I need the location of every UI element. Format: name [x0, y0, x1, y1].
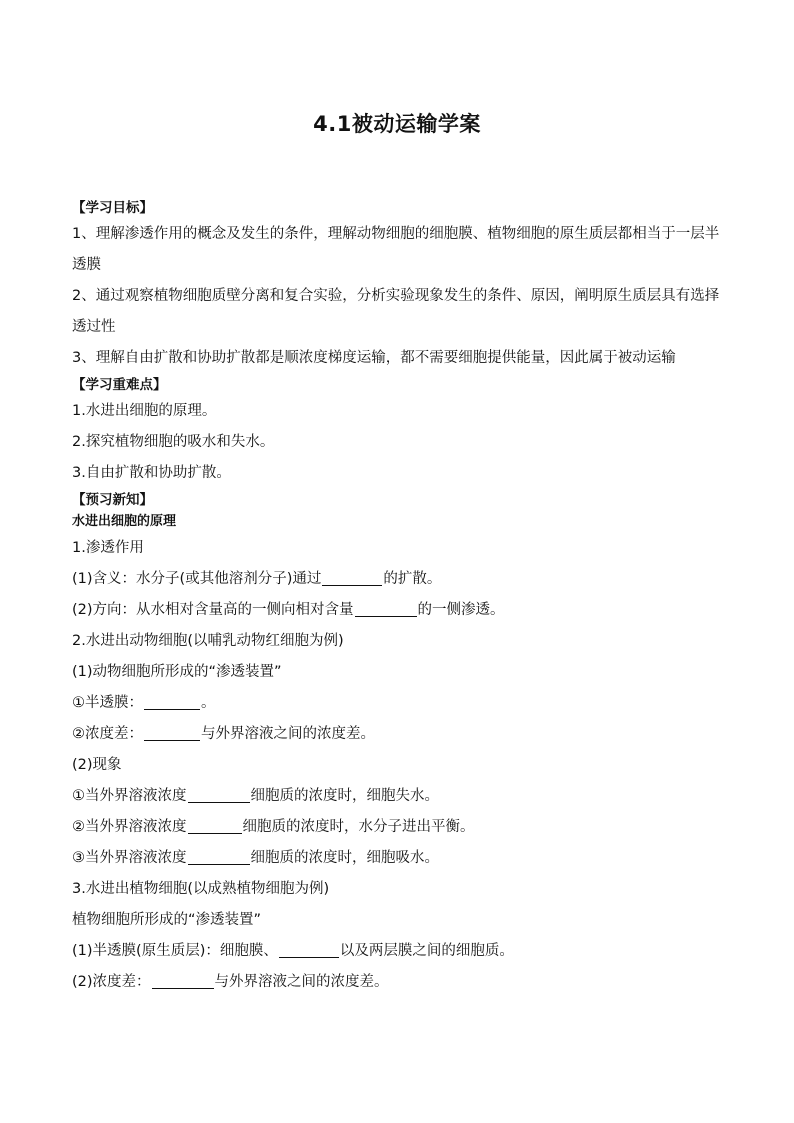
line-text: ①半透膜： [72, 695, 143, 711]
line-text: (2)方向：从水相对含量高的一侧向相对含量 [72, 602, 354, 618]
objective-item: 1、理解渗透作用的概念及发生的条件，理解动物细胞的细胞膜、植物细胞的原生质层都相当于一层半透膜 [72, 226, 720, 273]
line-text: 细胞质的浓度时，水分子进出平衡。 [242, 819, 475, 835]
osmosis-direction-line [72, 595, 724, 626]
objective-item: 3、理解自由扩散和协助扩散都是顺浓度梯度运输，都不需要细胞提供能量，因此属于被动运输 [72, 350, 676, 366]
line-text: 。 [201, 695, 216, 711]
line-text: (1)半透膜(原生质层)：细胞膜、 [72, 943, 278, 959]
objectives-heading: 【学习目标】 [72, 200, 153, 216]
phenomenon-line [72, 781, 724, 812]
osmosis-title: 1.渗透作用 [72, 540, 144, 556]
fill-blank[interactable] [152, 972, 214, 989]
line-text: ①当外界溶液浓度 [72, 788, 187, 804]
key-points-heading: 【学习重难点】 [72, 377, 167, 393]
fill-blank[interactable] [279, 941, 339, 958]
line-text: (2)浓度差： [72, 974, 151, 990]
phenomenon-line [72, 843, 724, 874]
fill-blank[interactable] [188, 786, 250, 803]
fill-blank[interactable] [144, 693, 200, 710]
plant-membrane-line [72, 936, 724, 967]
line-text: ②浓度差： [72, 726, 143, 742]
line-text: (1)含义：水分子(或其他溶剂分子)通过 [72, 571, 322, 587]
page-title: 4.1被动运输学案 [313, 112, 481, 136]
fill-blank[interactable] [144, 724, 200, 741]
plant-concentration-line [72, 967, 724, 998]
fill-blank[interactable] [188, 817, 242, 834]
line-text: 与外界溶液之间的浓度差。 [214, 974, 389, 990]
fill-blank[interactable] [188, 848, 250, 865]
animal-membrane-line [72, 688, 724, 719]
line-text: ②当外界溶液浓度 [72, 819, 187, 835]
phenomena-title: (2)现象 [72, 757, 122, 773]
line-text: ③当外界溶液浓度 [72, 850, 187, 866]
fill-blank[interactable] [322, 569, 382, 586]
line-text: 细胞质的浓度时，细胞失水。 [250, 788, 439, 804]
osmosis-meaning-line [72, 564, 724, 595]
fill-blank[interactable] [355, 600, 417, 617]
animal-device-line: (1)动物细胞所形成的“渗透装置” [72, 664, 282, 680]
plant-cell-title: 3.水进出植物细胞(以成熟植物细胞为例) [72, 881, 330, 897]
animal-concentration-line [72, 719, 724, 750]
line-text: 与外界溶液之间的浓度差。 [201, 726, 375, 742]
phenomenon-line [72, 812, 724, 843]
worksheet-content [72, 197, 724, 998]
preview-heading: 【预习新知】 [72, 492, 153, 508]
line-text: 的一侧渗透。 [417, 602, 505, 618]
key-point-item: 1.水进出细胞的原理。 [72, 403, 217, 419]
line-text: 细胞质的浓度时，细胞吸水。 [250, 850, 439, 866]
line-text: 以及两层膜之间的细胞质。 [339, 943, 514, 959]
animal-cell-title: 2.水进出动物细胞(以哺乳动物红细胞为例) [72, 633, 344, 649]
key-point-item: 2.探究植物细胞的吸水和失水。 [72, 434, 275, 450]
preview-subheading: 水进出细胞的原理 [72, 514, 177, 529]
objective-item: 2、通过观察植物细胞质壁分离和复合实验，分析实验现象发生的条件、原因，阐明原生质层具有选择透过性 [72, 288, 720, 335]
key-point-item: 3.自由扩散和协助扩散。 [72, 465, 231, 481]
plant-device-line: 植物细胞所形成的“渗透装置” [72, 912, 262, 928]
line-text: 的扩散。 [383, 571, 442, 587]
